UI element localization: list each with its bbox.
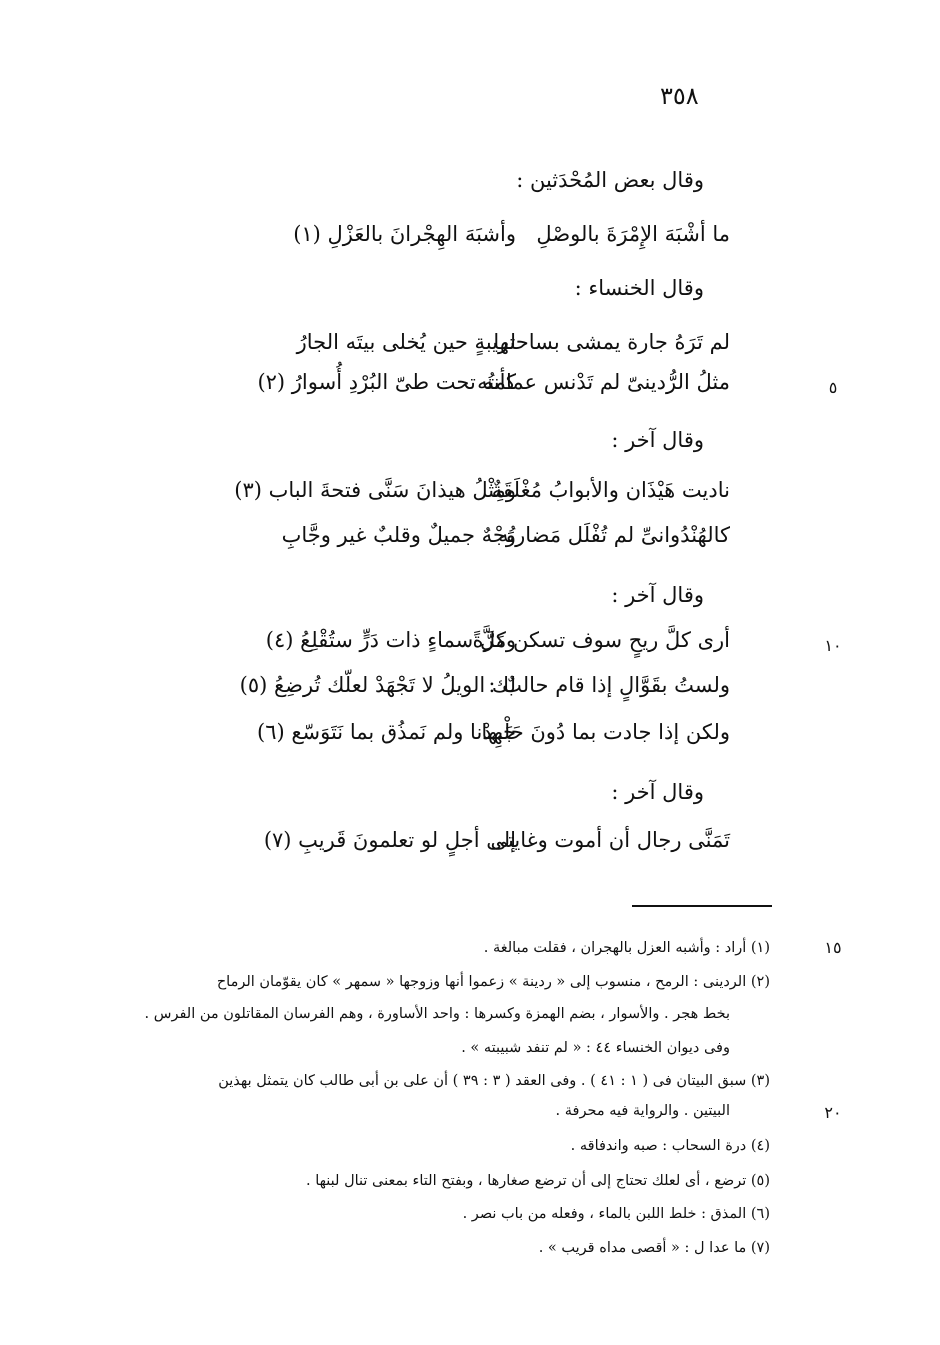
footnote-separator xyxy=(632,905,772,907)
footnote: (٢) الردينى : الرمح ، منسوب إلى « ردينة » زعموا أنها وزوجها « سمهر » كان يقوّمان الرماح xyxy=(216,974,770,990)
footnote: (٤) درة السحاب : صبه واندفاقه . xyxy=(570,1138,770,1154)
page-number: ٣٥٨ xyxy=(660,82,699,110)
footnote-continuation: البيتين . والرواية فيه محرفة . xyxy=(555,1103,730,1119)
section-intro: وقال آخر : xyxy=(611,428,704,452)
verse-second-hemistich: جَهِدْنا ولم نَمذُق بما نَتَوَسّع (٦) xyxy=(257,720,516,744)
verse-first-hemistich: ناديت هَيْذَان والأبوابُ مُغْلَقَةٌ xyxy=(491,478,730,502)
footnote: (٦) المذق : خلط اللبن بالماء ، وفعله من باب نصر . xyxy=(462,1206,770,1222)
line-marker: ٥ xyxy=(828,378,838,397)
footnote: (١) أراد : وأشبه العزل بالهجران ، فقلت مبالغة . xyxy=(483,940,770,956)
verse-second-hemistich: وَجْهٌ جميلٌ وقلبٌ غير وجَّابِ xyxy=(281,523,516,547)
footnote: (٣) سبق البيتان فى ( ١ : ٤١ ) . وفى العقد ( ٣ : ٣٩ ) أن على بن أبى طالب كان يتمثل بهذين xyxy=(218,1073,770,1089)
footnote: (٥) ترضع ، أى لعلك تحتاج إلى أن ترضع صغارها ، وبفتح التاء بمعنى تنال لبنها . xyxy=(305,1173,770,1189)
verse-first-hemistich: ما أشْبَهَ الإِمْرَةَ بالوصْلِ xyxy=(536,222,730,246)
section-intro: وقال آخر : xyxy=(611,780,704,804)
verse-second-hemistich: إلى أجلٍ لو تعلمونَ قَريبِ (٧) xyxy=(263,828,516,852)
verse-first-hemistich: كالهُنْدُوانىِّ لم تُفْلَل مَضاربُه xyxy=(498,523,730,547)
line-marker: ٢٠ xyxy=(824,1103,842,1122)
verse-second-hemistich: لك الويلُ لا تَجْهَدْ لعلّك تُرضِعُ (٥) xyxy=(239,673,516,697)
verse-second-hemistich: لريبةٍ حين يُخلى بيتَه الجارُ xyxy=(296,330,516,354)
section-intro: وقال بعض المُحْدَثين : xyxy=(516,168,704,192)
verse-second-hemistich: كأنه تحت طىّ البُرْدِ أُسوارُ (٢) xyxy=(257,370,516,394)
verse-first-hemistich: أرى كلَّ ريحٍ سوف تسكن مَرَّةً xyxy=(472,628,730,652)
verse-first-hemistich: مثلُ الرُّدينىّ لم تَدْنس عمامتُه xyxy=(477,370,730,394)
line-marker: ١٠ xyxy=(824,636,842,655)
section-intro: وقال آخر : xyxy=(611,583,704,607)
footnote: (٧) ما عدا ل : « أقصى مداه قريب » . xyxy=(538,1240,770,1256)
verse-first-hemistich: ولستُ بقَوَّالٍ إذا قام حالبٌ : xyxy=(488,673,730,697)
line-marker: ١٥ xyxy=(824,938,842,957)
verse-first-hemistich: لم تَرَهُ جارة يمشى بساحتها xyxy=(493,330,730,354)
section-intro: وقال الخنساء : xyxy=(574,276,704,300)
verse-second-hemistich: وكلَّ سماءٍ ذات دَرٍّ ستُقْلِعُ (٤) xyxy=(265,628,516,652)
verse-first-hemistich: ولكن إذا جادت بما دُونَ حَلْبها xyxy=(481,720,730,744)
footnote-continuation: وفى ديوان الخنساء ٤٤ : « لم تنفد شبيبته » . xyxy=(461,1040,730,1056)
verse-first-hemistich: تَمَنَّى رجال أن أموت وغايتى xyxy=(490,828,730,852)
verse-second-hemistich: وأشبَهَ الهِجْرانَ بالعَزْلِ (١) xyxy=(293,222,516,246)
verse-second-hemistich: ومِثْلُ هيذانَ سَنَّى فتحةَ الباب (٣) xyxy=(234,478,516,502)
footnote-continuation: بخط هجر . والأسوار ، بضم الهمزة وكسرها : واحد الأساورة ، وهم الفرسان المقاتلون من الفرس . xyxy=(144,1006,730,1022)
